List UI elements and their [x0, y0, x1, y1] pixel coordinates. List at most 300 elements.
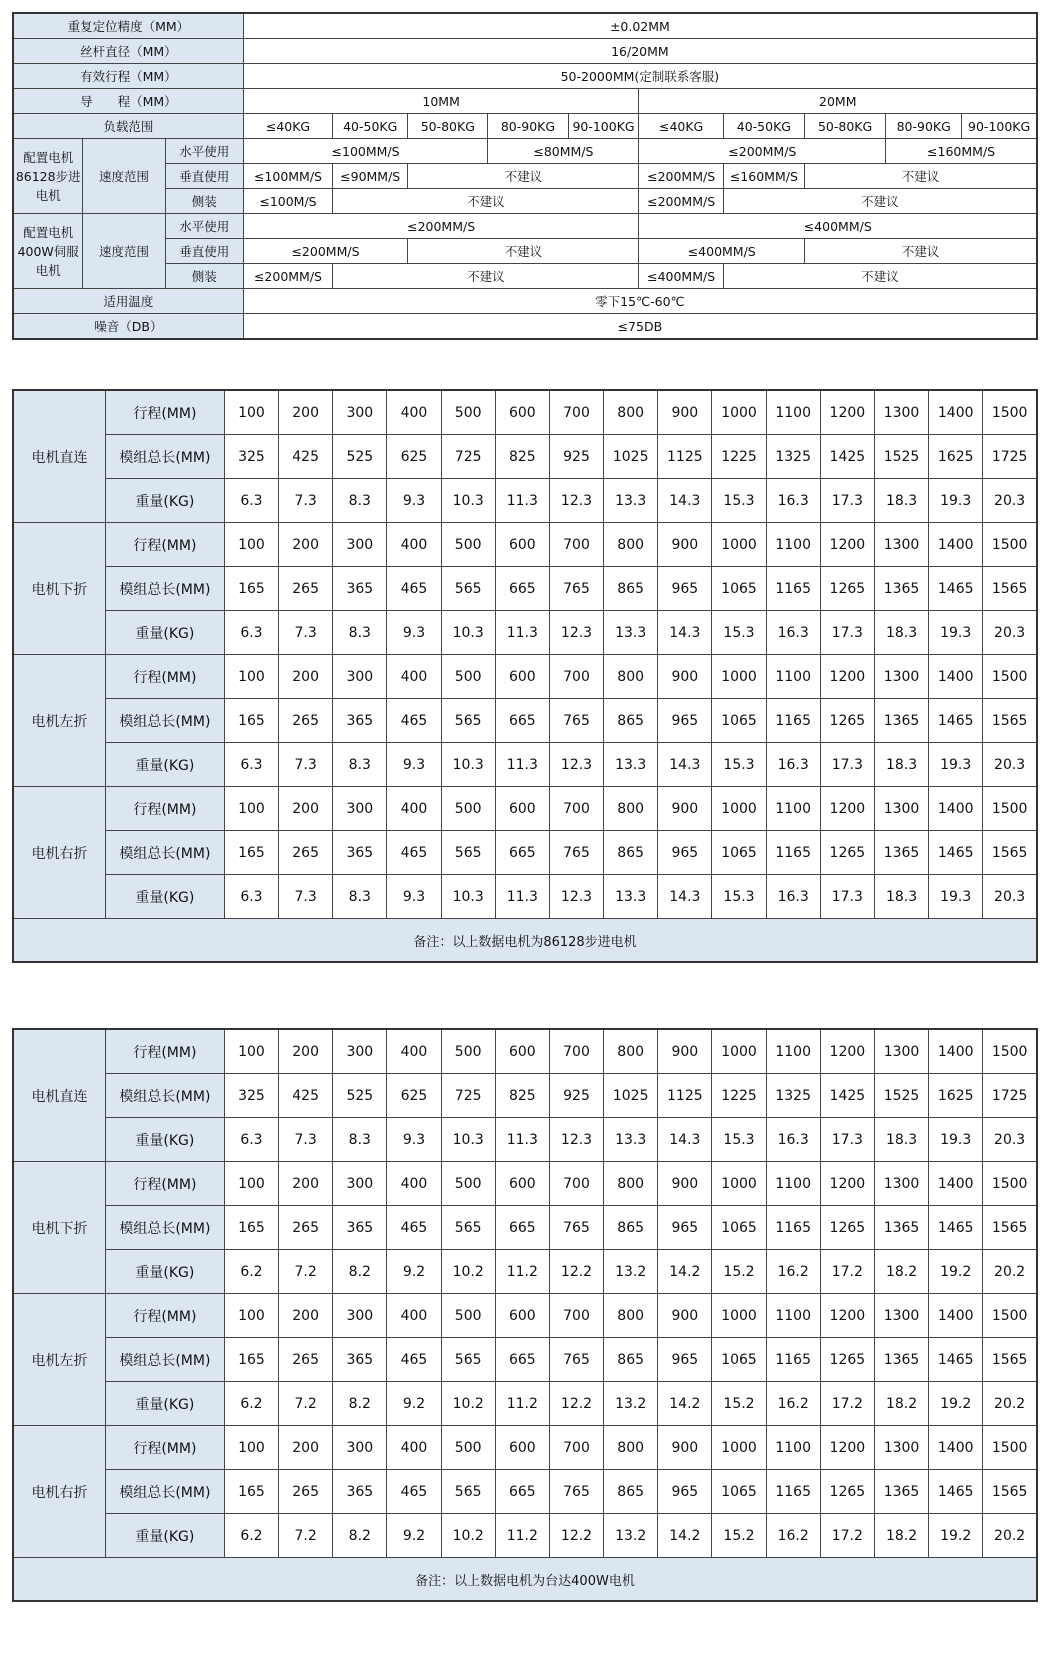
- stroke-value: 1100: [766, 390, 820, 435]
- screw-label: 丝杆直径（MM）: [13, 39, 243, 64]
- weight-value: 7.2: [279, 1382, 333, 1426]
- length-value: 1025: [604, 1074, 658, 1118]
- mount-group-label: 电机下折: [13, 1162, 105, 1294]
- length-value: 1325: [766, 1074, 820, 1118]
- stroke-value: 1400: [929, 1294, 983, 1338]
- stroke-value: 1300: [874, 655, 928, 699]
- stroke-value: 1200: [820, 523, 874, 567]
- length-value: 1565: [983, 1338, 1037, 1382]
- stroke-value: 1200: [820, 787, 874, 831]
- length-value: 365: [333, 1338, 387, 1382]
- stroke-value: 1400: [929, 390, 983, 435]
- weight-value: 20.2: [983, 1382, 1037, 1426]
- length-value: 425: [279, 1074, 333, 1118]
- stroke-value: 200: [279, 1029, 333, 1074]
- length-value: 1465: [929, 567, 983, 611]
- weight-value: 17.3: [820, 611, 874, 655]
- stepper-row-vertical: [13, 164, 1037, 189]
- length-value: 1465: [929, 699, 983, 743]
- row-label: 行程(MM): [105, 1426, 224, 1470]
- mount-group-label: 电机右折: [13, 1426, 105, 1558]
- mount-group-label: 电机直连: [13, 1029, 105, 1162]
- length-value: 1365: [874, 831, 928, 875]
- weight-value: 12.2: [549, 1382, 603, 1426]
- stroke-value: 1200: [820, 1426, 874, 1470]
- servo-dimension-table: [12, 1028, 1038, 1602]
- length-value: 325: [224, 1074, 278, 1118]
- length-value: 565: [441, 1338, 495, 1382]
- length-value: 865: [604, 831, 658, 875]
- note-row: [13, 1558, 1037, 1602]
- weight-value: 20.2: [983, 1250, 1037, 1294]
- weight-value: 15.3: [712, 1118, 766, 1162]
- stroke-value: 1000: [712, 523, 766, 567]
- weight-value: 14.3: [658, 479, 712, 523]
- weight-value: 8.3: [333, 479, 387, 523]
- stroke-value: 700: [549, 523, 603, 567]
- length-value: 1165: [766, 699, 820, 743]
- length-value: 525: [333, 435, 387, 479]
- length-value: 1125: [658, 1074, 712, 1118]
- row-label: 重量(KG): [105, 1250, 224, 1294]
- weight-value: 11.3: [495, 479, 549, 523]
- stepper-speed-label: 速度范围: [83, 139, 165, 214]
- length-value: 865: [604, 567, 658, 611]
- not-recommended-cell: 不建议: [804, 164, 1037, 189]
- stroke-value: 400: [387, 787, 441, 831]
- weight-value: 9.3: [387, 875, 441, 919]
- load-cell: 40-50KG: [333, 114, 408, 139]
- stroke-value: 200: [279, 1426, 333, 1470]
- stroke-value: 1500: [983, 1029, 1037, 1074]
- length-value: 465: [387, 699, 441, 743]
- length-value: 665: [495, 567, 549, 611]
- dim-row-stroke: [13, 1029, 1037, 1074]
- dim-row-weight: [13, 875, 1037, 919]
- stroke-value: 700: [549, 390, 603, 435]
- length-value: 965: [658, 831, 712, 875]
- stroke-value: 1200: [820, 390, 874, 435]
- length-value: 965: [658, 699, 712, 743]
- weight-value: 10.2: [441, 1514, 495, 1558]
- spec-row-load: [13, 114, 1037, 139]
- stroke-value: 1400: [929, 1029, 983, 1074]
- stroke-value: 800: [604, 1426, 658, 1470]
- speed-cell: ≤100MM/S: [243, 164, 332, 189]
- stroke-value: 800: [604, 390, 658, 435]
- length-value: 625: [387, 435, 441, 479]
- stroke-value: 1100: [766, 1162, 820, 1206]
- not-recommended-cell: 不建议: [804, 239, 1037, 264]
- dim-row-weight: [13, 1250, 1037, 1294]
- length-value: 925: [549, 435, 603, 479]
- servo-speed-label: 速度范围: [83, 214, 165, 289]
- stroke-value: 800: [604, 1162, 658, 1206]
- stepper-row-side: [13, 189, 1037, 214]
- weight-value: 13.3: [604, 743, 658, 787]
- weight-value: 19.3: [929, 743, 983, 787]
- load-label: 负载范围: [13, 114, 243, 139]
- horizontal-label: 水平使用: [165, 139, 243, 164]
- weight-value: 20.3: [983, 611, 1037, 655]
- length-value: 965: [658, 567, 712, 611]
- weight-value: 14.2: [658, 1250, 712, 1294]
- row-label: 模组总长(MM): [105, 1338, 224, 1382]
- dim-row-length: [13, 1206, 1037, 1250]
- speed-cell: ≤90MM/S: [333, 164, 408, 189]
- length-value: 1065: [712, 567, 766, 611]
- weight-value: 16.3: [766, 743, 820, 787]
- length-value: 1565: [983, 831, 1037, 875]
- stroke-value: 400: [387, 655, 441, 699]
- stroke-value: 700: [549, 1294, 603, 1338]
- length-value: 1565: [983, 699, 1037, 743]
- table-note: 备注：以上数据电机为台达400W电机: [13, 1558, 1037, 1602]
- row-label: 行程(MM): [105, 1029, 224, 1074]
- length-value: 925: [549, 1074, 603, 1118]
- stroke-value: 800: [604, 655, 658, 699]
- weight-value: 18.3: [874, 611, 928, 655]
- stroke-value: 500: [441, 523, 495, 567]
- stroke-value: 600: [495, 390, 549, 435]
- weight-value: 6.3: [224, 875, 278, 919]
- length-value: 1365: [874, 1206, 928, 1250]
- length-value: 1265: [820, 1206, 874, 1250]
- stroke-value: 100: [224, 1294, 278, 1338]
- length-value: 365: [333, 567, 387, 611]
- servo-motor-label: 配置电机400W伺服电机: [13, 214, 83, 289]
- stroke-value: 700: [549, 1029, 603, 1074]
- weight-value: 17.3: [820, 1118, 874, 1162]
- weight-value: 7.3: [279, 875, 333, 919]
- length-value: 1025: [604, 435, 658, 479]
- noise-value: ≤75DB: [243, 314, 1037, 340]
- weight-value: 19.3: [929, 875, 983, 919]
- dim-row-length: [13, 831, 1037, 875]
- stroke-value: 200: [279, 523, 333, 567]
- dim-row-weight: [13, 743, 1037, 787]
- stroke-value: 1400: [929, 655, 983, 699]
- dim-row-stroke: [13, 1294, 1037, 1338]
- stroke-value: 500: [441, 1426, 495, 1470]
- speed-cell: ≤400MM/S: [639, 214, 1037, 239]
- stroke-value: 400: [387, 390, 441, 435]
- dim-row-stroke: [13, 787, 1037, 831]
- load-cell: 80-90KG: [886, 114, 962, 139]
- weight-value: 17.3: [820, 479, 874, 523]
- length-value: 1725: [983, 435, 1037, 479]
- stroke-value: 100: [224, 655, 278, 699]
- length-value: 265: [279, 1470, 333, 1514]
- speed-cell: ≤100M/S: [243, 189, 332, 214]
- length-value: 1425: [820, 1074, 874, 1118]
- weight-value: 8.2: [333, 1382, 387, 1426]
- length-value: 625: [387, 1074, 441, 1118]
- dim-row-length: [13, 1074, 1037, 1118]
- weight-value: 15.2: [712, 1514, 766, 1558]
- dim-row-length: [13, 699, 1037, 743]
- length-value: 1265: [820, 699, 874, 743]
- weight-value: 16.3: [766, 1118, 820, 1162]
- length-value: 1165: [766, 1338, 820, 1382]
- stroke-value: 1300: [874, 1294, 928, 1338]
- stroke-value: 200: [279, 1162, 333, 1206]
- length-value: 825: [495, 435, 549, 479]
- weight-value: 10.2: [441, 1250, 495, 1294]
- weight-value: 14.3: [658, 875, 712, 919]
- repeat-label: 重复定位精度（MM）: [13, 13, 243, 39]
- weight-value: 6.3: [224, 479, 278, 523]
- row-label: 行程(MM): [105, 523, 224, 567]
- weight-value: 15.3: [712, 479, 766, 523]
- length-value: 565: [441, 567, 495, 611]
- speed-cell: ≤80MM/S: [488, 139, 639, 164]
- weight-value: 11.3: [495, 611, 549, 655]
- length-value: 865: [604, 1470, 658, 1514]
- mount-group-label: 电机左折: [13, 655, 105, 787]
- stroke-value: 1500: [983, 523, 1037, 567]
- length-value: 1465: [929, 1470, 983, 1514]
- weight-value: 9.2: [387, 1514, 441, 1558]
- stroke-value: 400: [387, 523, 441, 567]
- stroke-value: 100: [224, 1426, 278, 1470]
- stroke-value: 600: [495, 1426, 549, 1470]
- length-value: 265: [279, 1338, 333, 1382]
- row-label: 重量(KG): [105, 743, 224, 787]
- stroke-value: 400: [387, 1162, 441, 1206]
- weight-value: 8.3: [333, 1118, 387, 1162]
- row-label: 重量(KG): [105, 875, 224, 919]
- stroke-value: 700: [549, 655, 603, 699]
- weight-value: 17.2: [820, 1514, 874, 1558]
- table-note: 备注：以上数据电机为86128步进电机: [13, 919, 1037, 963]
- length-value: 1165: [766, 1206, 820, 1250]
- weight-value: 13.2: [604, 1382, 658, 1426]
- load-cell: ≤40KG: [639, 114, 723, 139]
- stroke-value: 400: [387, 1294, 441, 1338]
- weight-value: 14.3: [658, 743, 712, 787]
- weight-value: 12.3: [549, 743, 603, 787]
- weight-value: 18.3: [874, 1118, 928, 1162]
- weight-value: 16.2: [766, 1250, 820, 1294]
- stroke-value: 1000: [712, 787, 766, 831]
- weight-value: 6.2: [224, 1514, 278, 1558]
- length-value: 465: [387, 1206, 441, 1250]
- length-value: 1625: [929, 1074, 983, 1118]
- weight-value: 9.3: [387, 743, 441, 787]
- spec-table: [12, 12, 1038, 340]
- length-value: 965: [658, 1470, 712, 1514]
- length-value: 1525: [874, 435, 928, 479]
- row-label: 重量(KG): [105, 1514, 224, 1558]
- length-value: 1465: [929, 1338, 983, 1382]
- dim-row-stroke: [13, 390, 1037, 435]
- length-value: 1425: [820, 435, 874, 479]
- row-label: 模组总长(MM): [105, 1074, 224, 1118]
- weight-value: 6.2: [224, 1250, 278, 1294]
- stroke-value: 1100: [766, 1426, 820, 1470]
- weight-value: 7.3: [279, 1118, 333, 1162]
- length-value: 665: [495, 1470, 549, 1514]
- length-value: 725: [441, 435, 495, 479]
- weight-value: 15.3: [712, 611, 766, 655]
- weight-value: 11.3: [495, 1118, 549, 1162]
- stroke-value: 50-2000MM(定制联系客服): [243, 64, 1037, 89]
- spec-row-stroke: [13, 64, 1037, 89]
- length-value: 1165: [766, 567, 820, 611]
- dim-row-weight: [13, 479, 1037, 523]
- stroke-value: 600: [495, 787, 549, 831]
- length-value: 1065: [712, 699, 766, 743]
- weight-value: 17.2: [820, 1382, 874, 1426]
- length-value: 765: [549, 699, 603, 743]
- stroke-value: 1000: [712, 1294, 766, 1338]
- load-cell: 90-100KG: [568, 114, 639, 139]
- load-cell: 50-80KG: [804, 114, 885, 139]
- weight-value: 8.3: [333, 611, 387, 655]
- stroke-value: 1400: [929, 787, 983, 831]
- stroke-value: 1100: [766, 655, 820, 699]
- length-value: 1265: [820, 1338, 874, 1382]
- stroke-value: 500: [441, 1029, 495, 1074]
- stroke-label: 有效行程（MM）: [13, 64, 243, 89]
- weight-value: 10.3: [441, 479, 495, 523]
- stroke-value: 1500: [983, 787, 1037, 831]
- length-value: 425: [279, 435, 333, 479]
- length-value: 865: [604, 1206, 658, 1250]
- stroke-value: 1100: [766, 1029, 820, 1074]
- stroke-value: 900: [658, 1426, 712, 1470]
- vertical-label: 垂直使用: [165, 164, 243, 189]
- weight-value: 20.2: [983, 1514, 1037, 1558]
- side-label: 侧装: [165, 189, 243, 214]
- stroke-value: 300: [333, 787, 387, 831]
- stroke-value: 900: [658, 1294, 712, 1338]
- stroke-value: 400: [387, 1029, 441, 1074]
- speed-cell: ≤160MM/S: [723, 164, 804, 189]
- weight-value: 11.2: [495, 1514, 549, 1558]
- weight-value: 12.2: [549, 1250, 603, 1294]
- spec-row-temp: [13, 289, 1037, 314]
- stroke-value: 800: [604, 1294, 658, 1338]
- mount-group-label: 电机下折: [13, 523, 105, 655]
- weight-value: 7.3: [279, 479, 333, 523]
- length-value: 465: [387, 1470, 441, 1514]
- weight-value: 14.2: [658, 1382, 712, 1426]
- stepper-row-horizontal: [13, 139, 1037, 164]
- weight-value: 16.2: [766, 1382, 820, 1426]
- length-value: 1165: [766, 1470, 820, 1514]
- stroke-value: 1000: [712, 390, 766, 435]
- dim-row-weight: [13, 1382, 1037, 1426]
- stroke-value: 1300: [874, 787, 928, 831]
- weight-value: 19.2: [929, 1382, 983, 1426]
- stroke-value: 600: [495, 1029, 549, 1074]
- weight-value: 18.2: [874, 1250, 928, 1294]
- weight-value: 6.3: [224, 743, 278, 787]
- row-label: 行程(MM): [105, 390, 224, 435]
- weight-value: 18.3: [874, 743, 928, 787]
- weight-value: 19.3: [929, 611, 983, 655]
- speed-cell: ≤200MM/S: [639, 139, 886, 164]
- length-value: 865: [604, 699, 658, 743]
- stroke-value: 300: [333, 1294, 387, 1338]
- weight-value: 16.2: [766, 1514, 820, 1558]
- dim-row-weight: [13, 1514, 1037, 1558]
- stroke-value: 800: [604, 523, 658, 567]
- length-value: 1065: [712, 831, 766, 875]
- stroke-value: 900: [658, 390, 712, 435]
- weight-value: 16.3: [766, 875, 820, 919]
- stroke-value: 500: [441, 787, 495, 831]
- length-value: 965: [658, 1338, 712, 1382]
- lead-label: 导 程（MM）: [13, 89, 243, 114]
- stroke-value: 200: [279, 787, 333, 831]
- weight-value: 9.3: [387, 611, 441, 655]
- stroke-value: 300: [333, 1162, 387, 1206]
- stroke-value: 1100: [766, 1294, 820, 1338]
- weight-value: 6.3: [224, 611, 278, 655]
- weight-value: 6.2: [224, 1382, 278, 1426]
- stroke-value: 100: [224, 390, 278, 435]
- not-recommended-cell: 不建议: [333, 189, 639, 214]
- stroke-value: 1500: [983, 1162, 1037, 1206]
- dim-row-length: [13, 567, 1037, 611]
- length-value: 165: [224, 567, 278, 611]
- row-label: 行程(MM): [105, 655, 224, 699]
- stroke-value: 200: [279, 390, 333, 435]
- weight-value: 12.3: [549, 875, 603, 919]
- weight-value: 14.3: [658, 1118, 712, 1162]
- length-value: 365: [333, 699, 387, 743]
- weight-value: 11.2: [495, 1250, 549, 1294]
- stepper-motor-label: 配置电机86128步进电机: [13, 139, 83, 214]
- stroke-value: 900: [658, 1029, 712, 1074]
- length-value: 265: [279, 1206, 333, 1250]
- speed-cell: ≤200MM/S: [243, 239, 407, 264]
- weight-value: 18.2: [874, 1514, 928, 1558]
- length-value: 565: [441, 831, 495, 875]
- length-value: 265: [279, 831, 333, 875]
- stroke-value: 1200: [820, 655, 874, 699]
- not-recommended-cell: 不建议: [723, 189, 1037, 214]
- stroke-value: 100: [224, 1162, 278, 1206]
- length-value: 1365: [874, 567, 928, 611]
- length-value: 1325: [766, 435, 820, 479]
- length-value: 1225: [712, 1074, 766, 1118]
- noise-label: 噪音（DB）: [13, 314, 243, 340]
- speed-cell: ≤400MM/S: [639, 264, 723, 289]
- length-value: 1065: [712, 1470, 766, 1514]
- temp-label: 适用温度: [13, 289, 243, 314]
- row-label: 模组总长(MM): [105, 831, 224, 875]
- length-value: 1365: [874, 699, 928, 743]
- speed-cell: ≤200MM/S: [639, 164, 723, 189]
- length-value: 1565: [983, 1206, 1037, 1250]
- weight-value: 15.2: [712, 1382, 766, 1426]
- stroke-value: 900: [658, 523, 712, 567]
- dim-row-stroke: [13, 1426, 1037, 1470]
- side-label: 侧装: [165, 264, 243, 289]
- row-label: 行程(MM): [105, 1162, 224, 1206]
- weight-value: 18.3: [874, 479, 928, 523]
- length-value: 165: [224, 1338, 278, 1382]
- row-label: 模组总长(MM): [105, 699, 224, 743]
- spec-row-screw: [13, 39, 1037, 64]
- weight-value: 7.2: [279, 1514, 333, 1558]
- stroke-value: 200: [279, 1294, 333, 1338]
- stroke-value: 100: [224, 523, 278, 567]
